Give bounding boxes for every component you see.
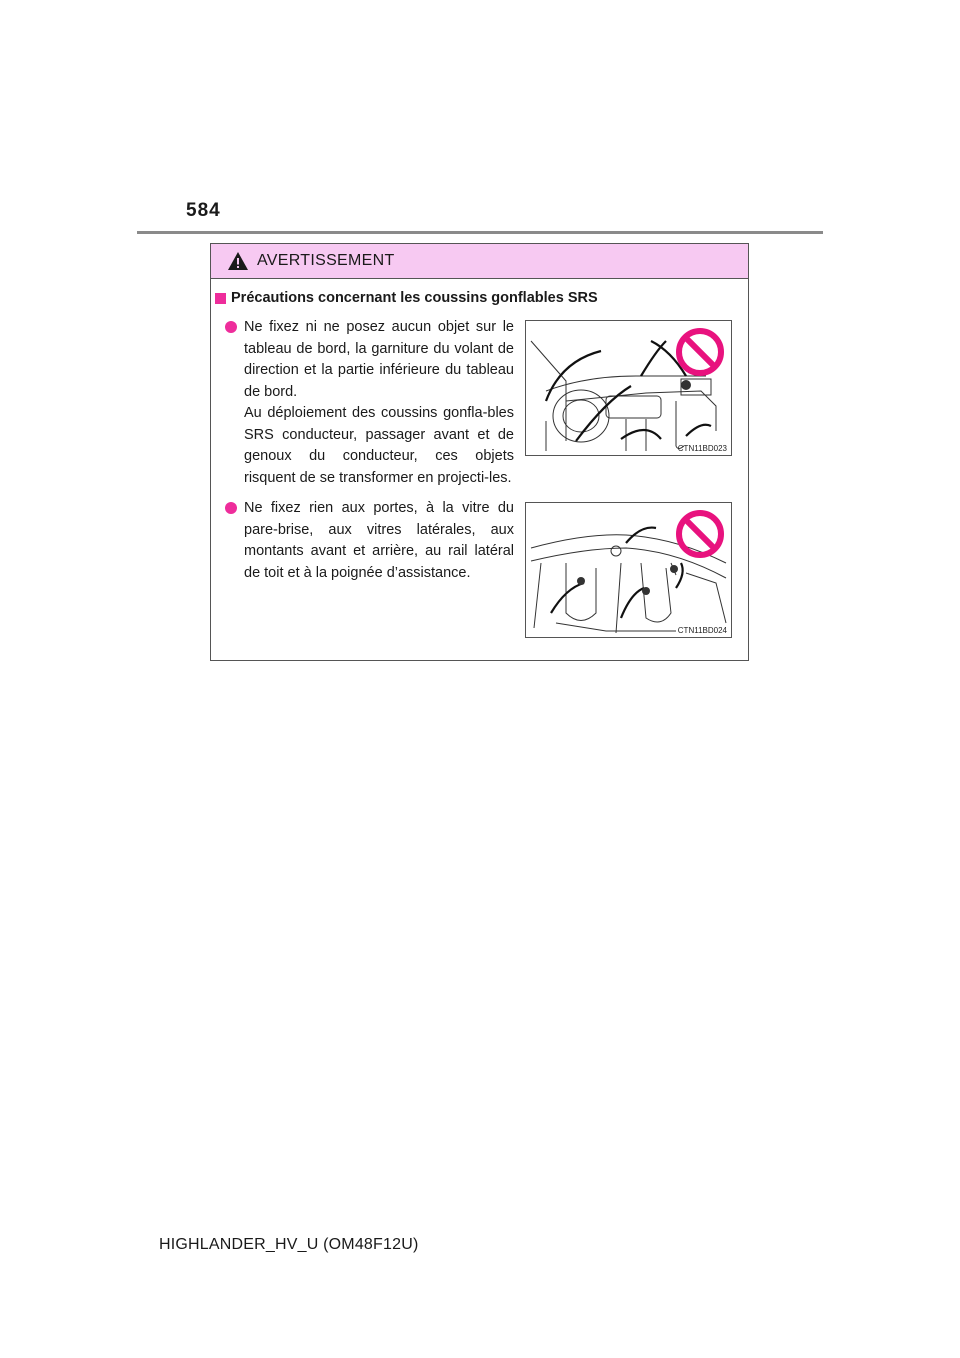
warning-title: AVERTISSEMENT xyxy=(257,252,395,269)
item-text: Ne fixez rien aux portes, à la vitre du pare-brise, aux vitres latérales, aux montants avant et arrière, au rail latéral de toit et à la poignée d’assistance. xyxy=(244,500,514,581)
image-code: CTN11BD023 xyxy=(677,444,727,453)
cabin-illustration xyxy=(525,502,732,638)
footer-model-code: HIGHLANDER_HV_U (OM48F12U) xyxy=(159,1236,419,1253)
warning-header xyxy=(211,244,748,279)
list-item xyxy=(225,317,515,489)
section-title: Précautions concernant les coussins gonflables SRS xyxy=(231,290,598,306)
prohibited-icon xyxy=(675,509,725,559)
header-rule xyxy=(137,231,823,234)
bullet-icon xyxy=(225,502,237,514)
square-bullet-icon xyxy=(215,293,226,304)
item-text: Ne fixez ni ne posez aucun objet sur le tableau de bord, la garniture du volant de direction et la partie inférieure du tableau de bord. Au déploiement des coussins gonfla-bles SRS conducteur, passager avant et de genoux du conducteur, ces objets risquent de se transformer en projecti-les. xyxy=(244,319,514,486)
warning-triangle-icon xyxy=(227,251,249,271)
image-code: CTN11BD024 xyxy=(677,626,727,635)
page-number: 584 xyxy=(186,200,221,221)
bullet-icon xyxy=(225,321,237,333)
list-item xyxy=(225,498,515,584)
prohibited-icon xyxy=(675,327,725,377)
section-heading xyxy=(215,290,598,306)
warning-box xyxy=(210,243,749,661)
dashboard-illustration xyxy=(525,320,732,456)
